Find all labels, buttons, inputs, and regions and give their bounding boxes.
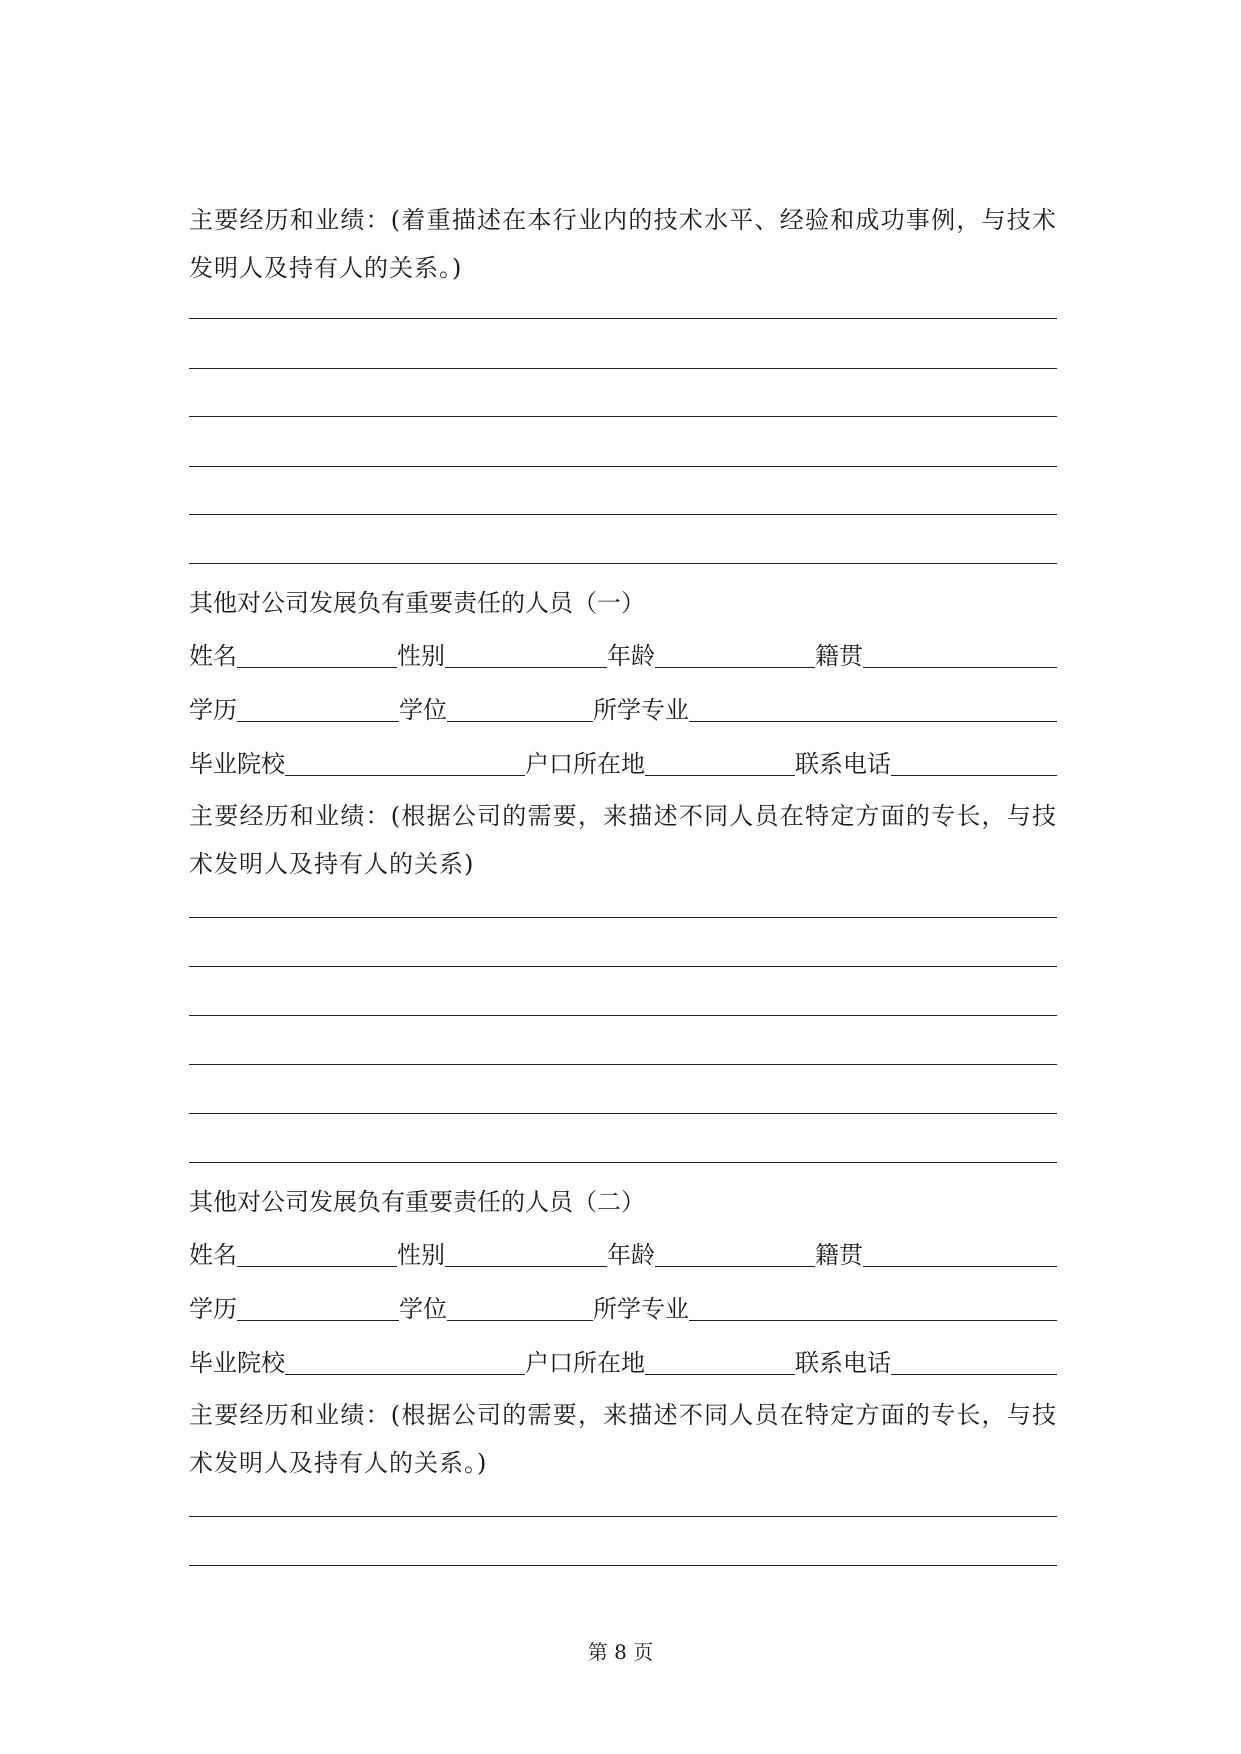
answer-line[interactable] [189,318,1057,319]
major-label: 所学专业 [593,696,689,724]
education-label: 学历 [189,696,237,724]
phone-label: 联系电话 [795,1349,891,1377]
school-field[interactable] [285,1374,525,1375]
education-field[interactable] [237,721,399,722]
degree-label: 学位 [399,1295,447,1323]
person-2-heading: 其他对公司发展负有重要责任的人员（二） [189,1188,645,1216]
major-field[interactable] [689,1320,1057,1321]
hukou-field[interactable] [645,1374,795,1375]
answer-line[interactable] [189,1015,1057,1016]
native-place-field[interactable] [863,667,1057,668]
answer-line[interactable] [189,1516,1057,1517]
answer-line[interactable] [189,1162,1057,1163]
person-1-row-education [189,694,1057,726]
education-field[interactable] [237,1320,399,1321]
person-1-heading: 其他对公司发展负有重要责任的人员（一） [189,589,645,617]
phone-field[interactable] [891,775,1057,776]
person-2-row-basic [189,1239,1057,1271]
page-number: 第 8 页 [587,1640,654,1664]
person-1-row-contact [189,748,1057,780]
age-field[interactable] [655,1266,815,1267]
gender-field[interactable] [445,667,607,668]
answer-line[interactable] [189,514,1057,515]
age-label: 年龄 [607,642,655,670]
age-label: 年龄 [607,1241,655,1269]
answer-line[interactable] [189,966,1057,967]
hukou-label: 户口所在地 [525,750,645,778]
name-label: 姓名 [189,642,237,670]
answer-line[interactable] [189,416,1057,417]
gender-field[interactable] [445,1266,607,1267]
hukou-label: 户口所在地 [525,1349,645,1377]
person-2-row-contact [189,1347,1057,1379]
school-field[interactable] [285,775,525,776]
answer-line[interactable] [189,1064,1057,1065]
hukou-field[interactable] [645,775,795,776]
gender-label: 性别 [397,642,445,670]
answer-line[interactable] [189,563,1057,564]
native-place-label: 籍贯 [815,642,863,670]
phone-label: 联系电话 [795,750,891,778]
name-field[interactable] [237,667,397,668]
person-1-experience-prompt: 主要经历和业绩：(根据公司的需要，来描述不同人员在特定方面的专长，与技术发明人及持有人的关系) [189,802,1057,878]
experience-prompt: 主要经历和业绩：(着重描述在本行业内的技术水平、经验和成功事例，与技术发明人及持有人的关系。) [189,206,1057,282]
answer-line[interactable] [189,1565,1057,1566]
major-label: 所学专业 [593,1295,689,1323]
school-label: 毕业院校 [189,1349,285,1377]
gender-label: 性别 [397,1241,445,1269]
name-field[interactable] [237,1266,397,1267]
answer-line[interactable] [189,368,1057,369]
degree-field[interactable] [447,721,593,722]
degree-field[interactable] [447,1320,593,1321]
name-label: 姓名 [189,1241,237,1269]
phone-field[interactable] [891,1374,1057,1375]
school-label: 毕业院校 [189,750,285,778]
native-place-field[interactable] [863,1266,1057,1267]
education-label: 学历 [189,1295,237,1323]
answer-line[interactable] [189,917,1057,918]
major-field[interactable] [689,721,1057,722]
answer-line[interactable] [189,466,1057,467]
person-2-row-education [189,1293,1057,1325]
degree-label: 学位 [399,696,447,724]
person-2-experience-prompt: 主要经历和业绩：(根据公司的需要，来描述不同人员在特定方面的专长，与技术发明人及持有人的关系。) [189,1401,1057,1477]
person-1-row-basic [189,640,1057,672]
native-place-label: 籍贯 [815,1241,863,1269]
answer-line[interactable] [189,1113,1057,1114]
age-field[interactable] [655,667,815,668]
